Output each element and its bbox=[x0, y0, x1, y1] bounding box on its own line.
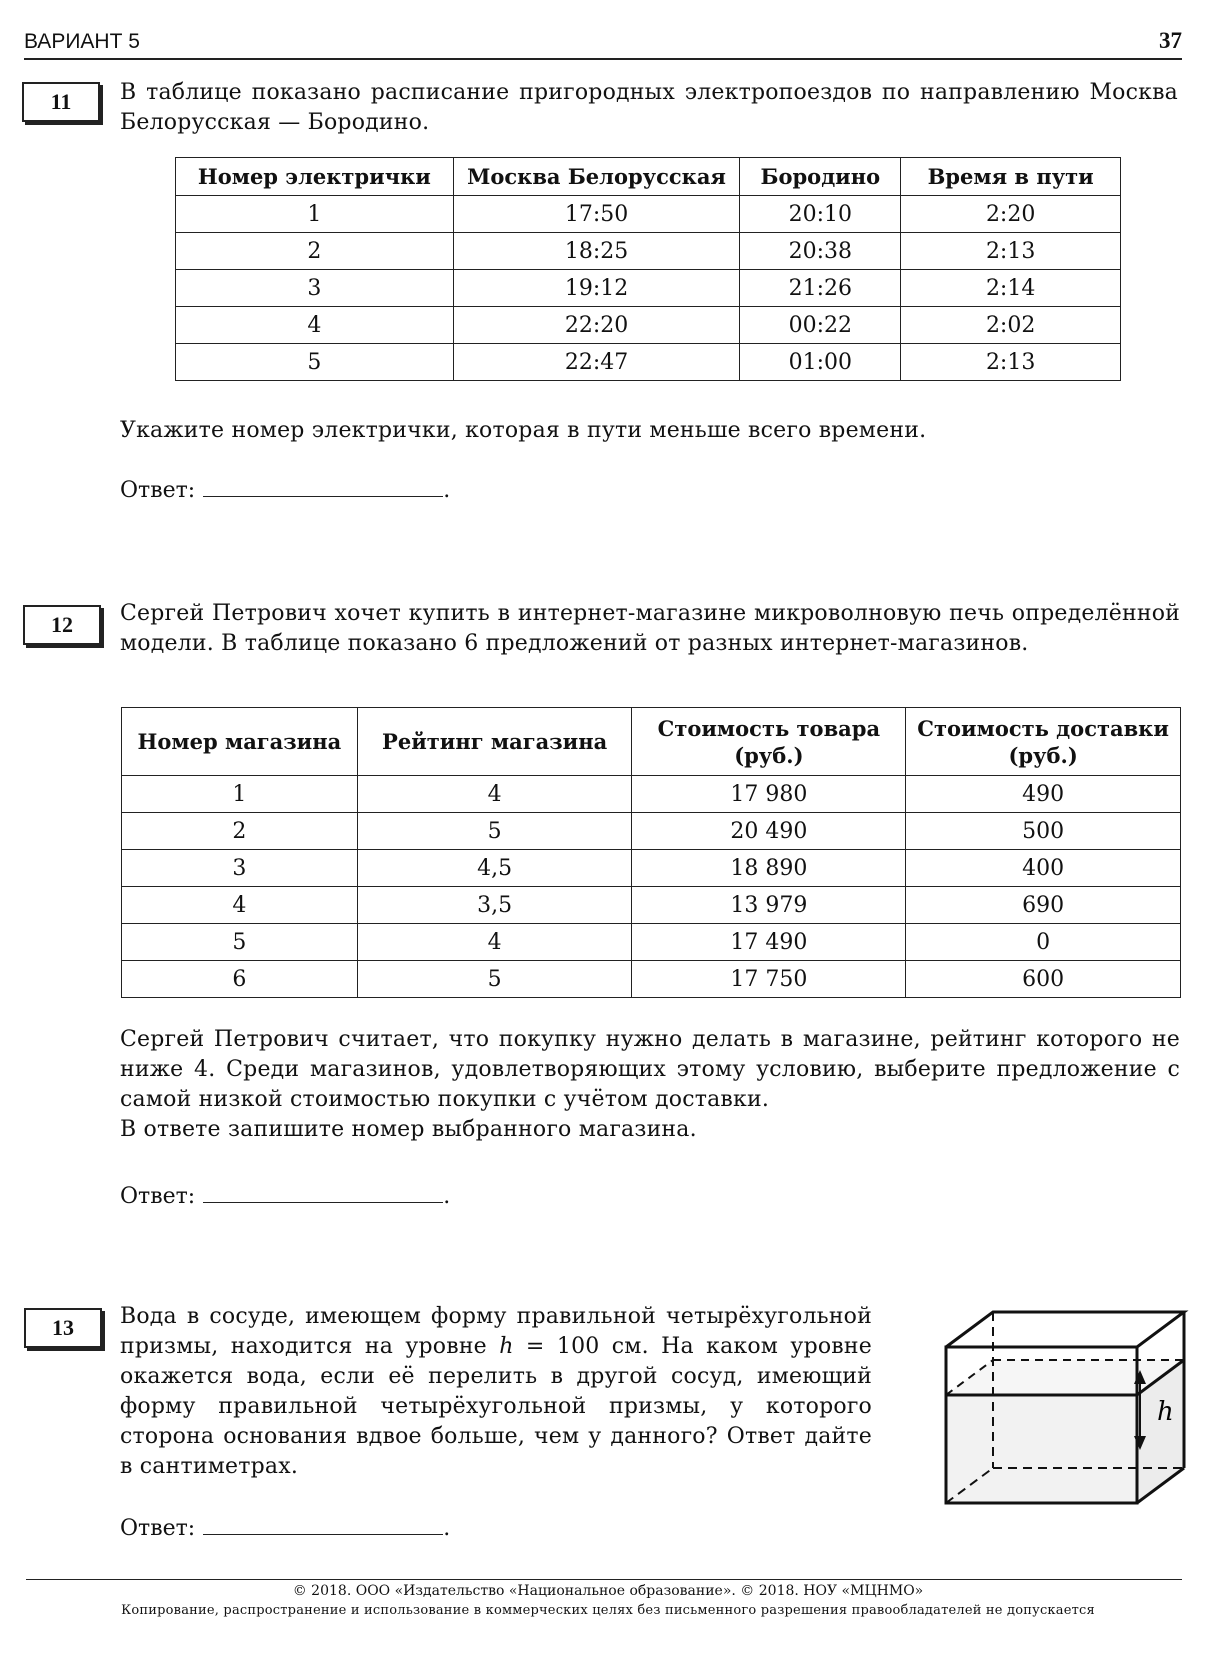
column-header: Номер электрички bbox=[176, 158, 454, 196]
table-row bbox=[176, 307, 1121, 344]
table-cell: 20 490 bbox=[632, 813, 906, 850]
task-11-number: 11 bbox=[22, 82, 100, 122]
column-header: Время в пути bbox=[901, 158, 1121, 196]
table-cell: 3 bbox=[122, 850, 358, 887]
table-cell: 5 bbox=[176, 344, 454, 381]
column-header: Бородино bbox=[740, 158, 901, 196]
column-header: Стоимость доставки (руб.) bbox=[906, 708, 1181, 776]
table-cell: 1 bbox=[122, 776, 358, 813]
table-row bbox=[176, 270, 1121, 307]
task-11-answer-field[interactable] bbox=[203, 474, 443, 497]
table-cell: 4 bbox=[122, 887, 358, 924]
task-12-answer bbox=[120, 1180, 450, 1209]
task-12-condition: Сергей Петрович считает, что покупку нужно делать в магазине, рейтинг которого не ниже 4. Среди магазинов, удовлетворяющих этому условию, выберите предложение с самой низкой стоимостью покупки с учётом доставки. bbox=[120, 1027, 1180, 1112]
table-cell: 2:14 bbox=[901, 270, 1121, 307]
task-12-intro: Сергей Петрович хочет купить в интернет-магазине микроволновую печь определённой модели. В таблице показано 6 предложений от разных интернет-магазинов. bbox=[120, 601, 1180, 656]
table-cell: 2 bbox=[176, 233, 454, 270]
task-11-question: Укажите номер электрички, которая в пути меньше всего времени. bbox=[120, 418, 927, 443]
table-cell: 2:13 bbox=[901, 344, 1121, 381]
answer-label: Ответ: bbox=[120, 478, 196, 503]
table-cell: 2:02 bbox=[901, 307, 1121, 344]
column-header: Номер магазина bbox=[122, 708, 358, 776]
task-12-answer-field[interactable] bbox=[203, 1180, 443, 1203]
page-number: 37 bbox=[1159, 28, 1182, 53]
table-row bbox=[176, 233, 1121, 270]
height-label: h bbox=[1157, 1397, 1174, 1427]
table-row bbox=[122, 776, 1181, 813]
table-cell: 600 bbox=[906, 961, 1181, 998]
task-12-instruction: В ответе запишите номер выбранного магазина. bbox=[120, 1117, 697, 1142]
table-row bbox=[176, 196, 1121, 233]
footer-copyright: © 2018. ООО «Издательство «Национальное образование». © 2018. НОУ «МЦНМО» bbox=[292, 1583, 924, 1599]
answer-suffix: . bbox=[443, 1184, 451, 1209]
table-cell: 21:26 bbox=[740, 270, 901, 307]
variant-label: ВАРИАНТ 5 bbox=[24, 30, 140, 53]
table-cell: 22:47 bbox=[453, 344, 740, 381]
running-head bbox=[24, 28, 1182, 60]
table-cell: 500 bbox=[906, 813, 1181, 850]
table-cell: 17 490 bbox=[632, 924, 906, 961]
table-cell: 3,5 bbox=[357, 887, 632, 924]
table-row bbox=[122, 961, 1181, 998]
table-row bbox=[122, 887, 1181, 924]
answer-label: Ответ: bbox=[120, 1184, 196, 1209]
shops-table bbox=[121, 707, 1181, 998]
water-front-face bbox=[946, 1395, 1137, 1503]
table-cell: 13 979 bbox=[632, 887, 906, 924]
table-cell: 4 bbox=[357, 924, 632, 961]
table-cell: 20:38 bbox=[740, 233, 901, 270]
table-cell: 17 750 bbox=[632, 961, 906, 998]
task-13-number: 13 bbox=[24, 1308, 102, 1348]
prism-figure bbox=[940, 1300, 1190, 1510]
table-cell: 17 980 bbox=[632, 776, 906, 813]
column-header: Москва Белорусская bbox=[453, 158, 740, 196]
answer-suffix: . bbox=[443, 478, 451, 503]
table-cell: 5 bbox=[357, 961, 632, 998]
task-13-text-before: Вода в сосуде, имеющем форму правильной четырёхугольной призмы, находится на уровне bbox=[120, 1304, 872, 1359]
answer-suffix: . bbox=[443, 1516, 451, 1541]
task-13-text-after: = 100 см. На каком уровне окажется вода, если её перелить в другой сосуд, имеющий форму правильной четырёхугольной призмы, у которого сторона основания вдвое больше, чем у данного? Ответ дайте в сантиметрах. bbox=[120, 1334, 872, 1479]
table-row bbox=[122, 924, 1181, 961]
table-body bbox=[176, 196, 1121, 381]
table-body bbox=[122, 776, 1181, 998]
task-13-answer bbox=[120, 1512, 450, 1541]
table-cell: 0 bbox=[906, 924, 1181, 961]
table-cell: 400 bbox=[906, 850, 1181, 887]
column-header: Рейтинг магазина bbox=[357, 708, 632, 776]
table-header-row bbox=[122, 708, 1181, 776]
table-cell: 2:13 bbox=[901, 233, 1121, 270]
table-cell: 6 bbox=[122, 961, 358, 998]
footer-notice: Копирование, распространение и использование в коммерческих целях без письменного разрешения правообладателей не допускается bbox=[121, 1603, 1095, 1618]
column-header: Стоимость товара (руб.) bbox=[632, 708, 906, 776]
task-11-intro: В таблице показано расписание пригородных электропоездов по направлению Москва Белорусская — Бородино. bbox=[120, 80, 1178, 135]
table-row bbox=[176, 344, 1121, 381]
task-13-text bbox=[120, 1302, 872, 1482]
task-13-answer-field[interactable] bbox=[203, 1512, 443, 1535]
table-cell: 690 bbox=[906, 887, 1181, 924]
table-cell: 4,5 bbox=[357, 850, 632, 887]
table-cell: 4 bbox=[176, 307, 454, 344]
table-cell: 18 890 bbox=[632, 850, 906, 887]
table-cell: 2:20 bbox=[901, 196, 1121, 233]
table-cell: 19:12 bbox=[453, 270, 740, 307]
task-13-h-symbol: h bbox=[499, 1334, 514, 1359]
table-cell: 1 bbox=[176, 196, 454, 233]
table-row bbox=[122, 813, 1181, 850]
table-cell: 22:20 bbox=[453, 307, 740, 344]
table-cell: 17:50 bbox=[453, 196, 740, 233]
table-cell: 5 bbox=[122, 924, 358, 961]
table-cell: 2 bbox=[122, 813, 358, 850]
table-cell: 00:22 bbox=[740, 307, 901, 344]
table-cell: 4 bbox=[357, 776, 632, 813]
table-cell: 18:25 bbox=[453, 233, 740, 270]
table-header-row bbox=[176, 158, 1121, 196]
task-12-number: 12 bbox=[23, 605, 101, 645]
prism-top-edges bbox=[946, 1312, 1184, 1347]
table-cell: 20:10 bbox=[740, 196, 901, 233]
schedule-table bbox=[175, 157, 1121, 381]
table-cell: 490 bbox=[906, 776, 1181, 813]
table-cell: 5 bbox=[357, 813, 632, 850]
table-row bbox=[122, 850, 1181, 887]
table-cell: 01:00 bbox=[740, 344, 901, 381]
answer-label: Ответ: bbox=[120, 1516, 196, 1541]
footer-rule bbox=[26, 1579, 1182, 1580]
table-cell: 3 bbox=[176, 270, 454, 307]
task-11-answer bbox=[120, 474, 450, 503]
